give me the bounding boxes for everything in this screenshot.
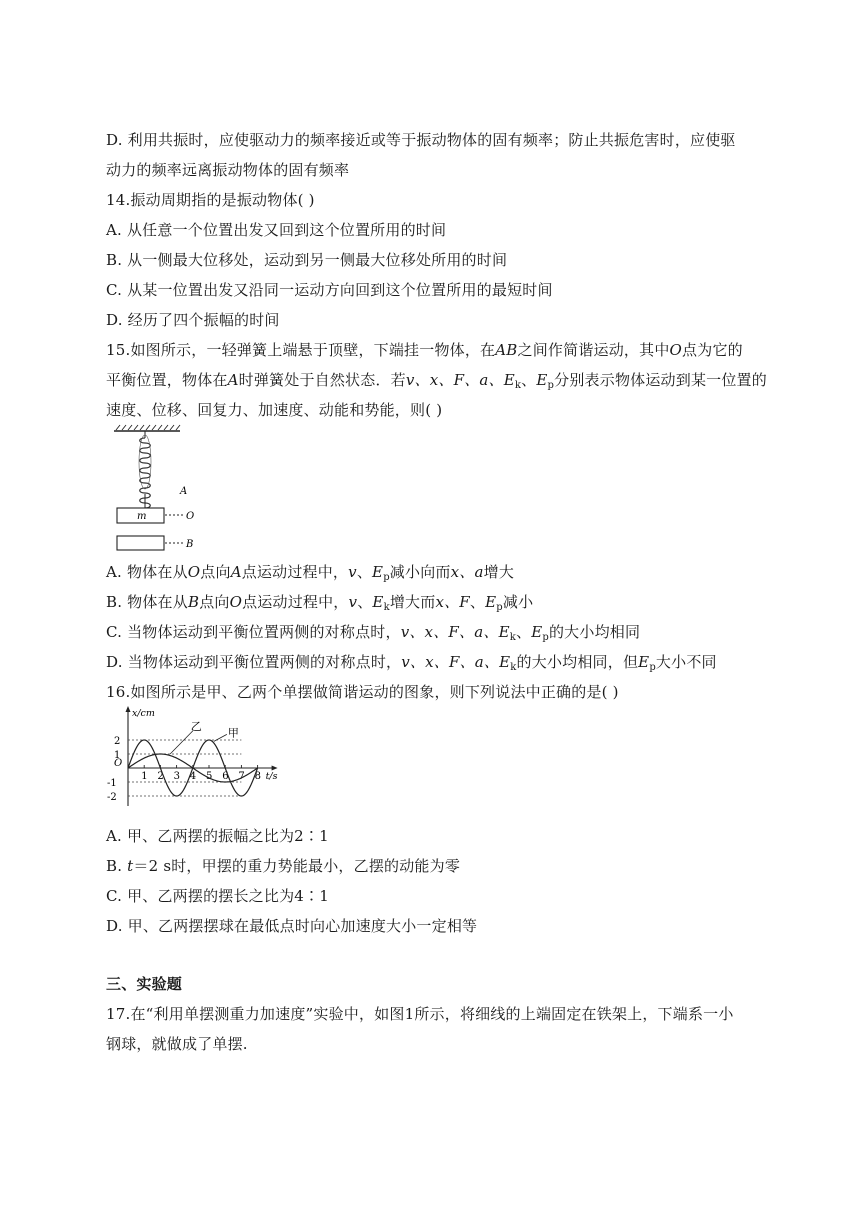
q13-option-d-line1: D. 利用共振时，应使驱动力的频率接近或等于振动物体的固有频率；防止共振危害时，应使驱 [106,131,736,149]
q15-label-a: A [180,486,188,497]
x-tick-label: 5 [206,771,213,782]
y-tick-label: O [114,758,123,769]
y-tick-label: -1 [107,778,117,789]
q16-oscillation-chart [104,704,284,810]
legend-leader-yi [170,731,193,754]
y-tick-label: 1 [114,750,121,761]
q13-option-d-line2: 动力的频率远离振动物体的固有频率 [106,161,350,179]
x-axis-arrow [272,766,278,771]
q15-option-d: D. 当物体运动到平衡位置两侧的对称点时，v、x、F、a、$E_k$的大小均相同，但$E_p$大小不同 [106,653,717,673]
q17-line2: 钢球，就做成了单摆. [106,1035,248,1053]
x-tick-label: 6 [222,771,229,782]
q15-label-b: B [186,539,194,550]
x-tick-label: 8 [254,771,261,782]
legend-leader-jia [214,734,227,741]
q16-option-d: D. 甲、乙两摆摆球在最低点时向心加速度大小一定相等 [106,917,478,935]
q15-option-b: B. 物体在从B点向O点运动过程中，v、$E_k$增大而x、F、$E_p$减小 [106,593,534,613]
legend-label-yi: 乙 [190,719,202,733]
q15-spring-figure [108,424,208,552]
y-tick-label: 2 [114,736,121,747]
q14-stem: 14.振动周期指的是振动物体( ) [106,191,315,209]
q14-option-b: B. 从一侧最大位移处，运动到另一侧最大位移处所用的时间 [106,251,508,269]
x-tick-label: 1 [141,771,148,782]
q15-stem-line2: 平衡位置，物体在A时弹簧处于自然状态．若v、x、F、a、$E_k$、$E_p$分别表示物体运动到某一位置的 [106,371,767,391]
q14-option-c: C. 从某一位置出发又沿同一运动方向回到这个位置所用的最短时间 [106,281,553,299]
x-tick-label: 7 [238,771,245,782]
y-tick-label: -2 [107,792,117,803]
y-axis-arrow [126,706,131,712]
q14-option-d: D. 经历了四个振幅的时间 [106,311,280,329]
q14-option-a: A. 从任意一个位置出发又回到这个位置所用的时间 [106,221,447,239]
q15-label-m: m [137,511,147,522]
x-tick-label: 4 [189,771,197,782]
q17-line1: 17.在“利用单摆测重力加速度”实验中，如图1所示，将细线的上端固定在铁架上，下端系一小 [106,1005,734,1023]
q15-option-c: C. 当物体运动到平衡位置两侧的对称点时，v、x、F、a、$E_k$、$E_p$的大小均相同 [106,623,641,643]
q16-stem: 16.如图所示是甲、乙两个单摆做简谐运动的图象，则下列说法中正确的是( ) [106,683,619,701]
y-axis-label: x/cm [132,708,155,719]
q15-label-o: O [186,511,195,522]
position-b-block [117,536,164,550]
q15-stem-line1: 15.如图所示，一轻弹簧上端悬于顶壁，下端挂一物体，在AB之间作简谐运动，其中O点为它的 [106,341,743,359]
q16-option-a: A. 甲、乙两摆的振幅之比为2∶1 [106,827,329,845]
legend-label-jia: 甲 [227,726,239,740]
section-title: 三、实验题 [106,975,183,993]
q15-option-a: A. 物体在从O点向A点运动过程中，v、$E_p$减小向而x、a增大 [106,563,515,583]
x-tick-label: 3 [173,771,180,782]
q16-option-c: C. 甲、乙两摆的摆长之比为4∶1 [106,887,329,905]
q16-option-b: B. t＝2 s时，甲摆的重力势能最小，乙摆的动能为零 [106,857,461,875]
q15-stem-line3: 速度、位移、回复力、加速度、动能和势能，则( ) [106,401,443,419]
x-tick-label: 2 [157,771,164,782]
x-axis-label: t/s [265,771,278,782]
